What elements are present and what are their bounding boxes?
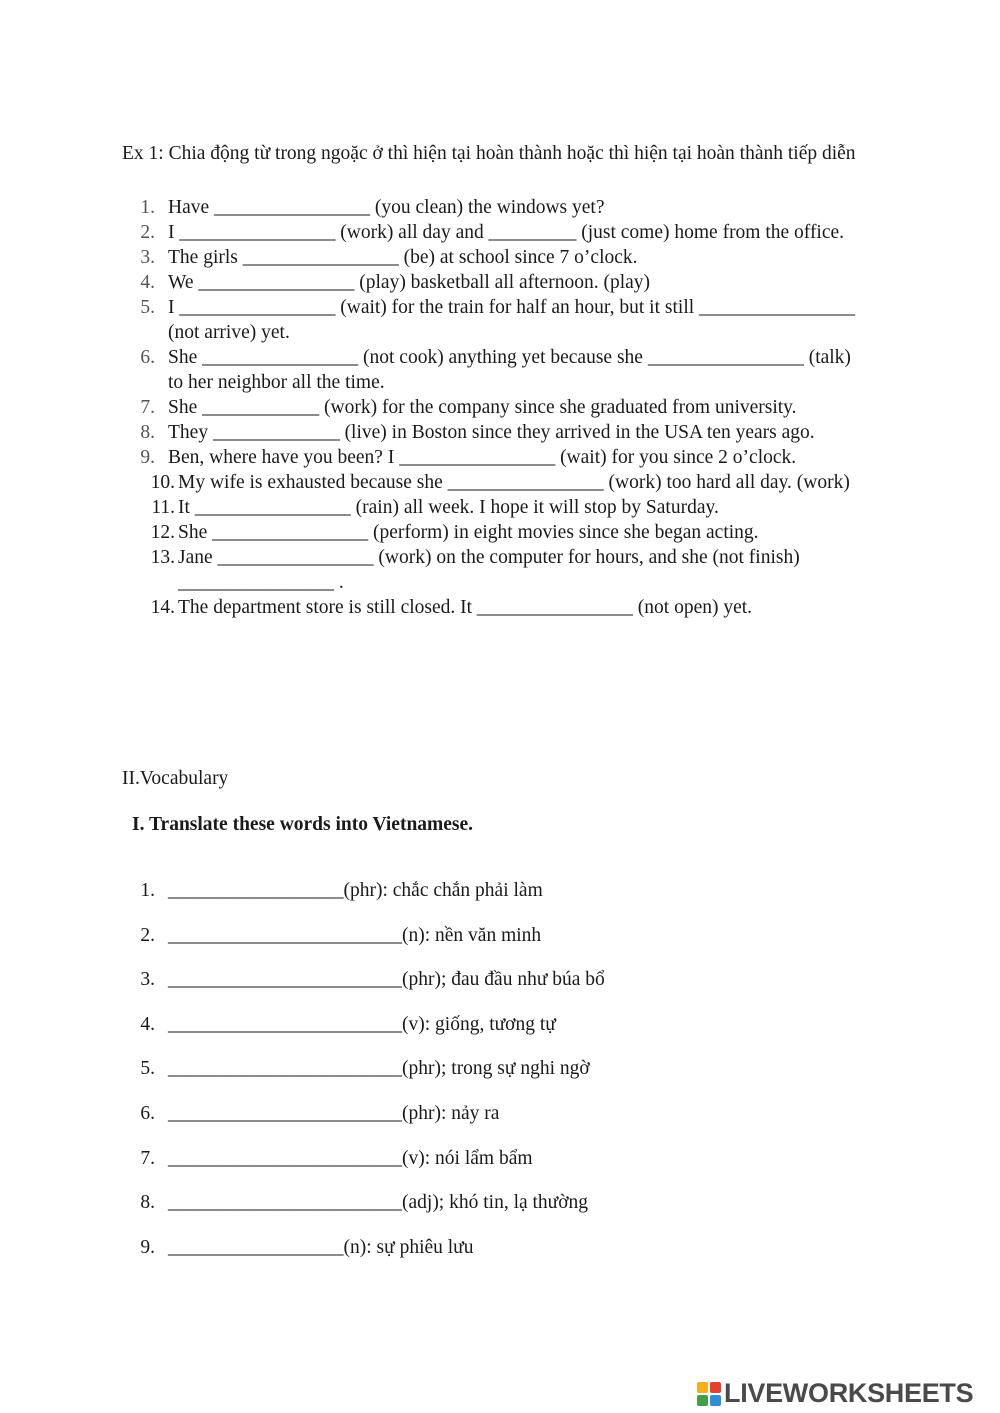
item-text: ________________________(n): nền văn minh [168, 924, 542, 946]
vocabulary-list [0, 878, 1000, 1279]
list-item [0, 1146, 1000, 1191]
item-number: 9. [140, 447, 155, 468]
item-text: Ben, where have you been? I ________________ (wait) for you since 2 o’clock. [168, 447, 797, 468]
item-text: __________________(phr): chắc chắn phải làm [168, 880, 543, 901]
item-number: 13. [150, 547, 175, 568]
item-text: The girls ________________ (be) at school since 7 o’clock. [168, 247, 638, 268]
item-text: ________________________(adj); khó tin, lạ thường [168, 1192, 589, 1214]
item-text: ________________________(v): giống, tương tự [168, 1013, 556, 1035]
list-item [0, 545, 1000, 595]
item-text: I ________________ (wait) for the train for half an hour, but it still ________________ (not arrive) yet. [168, 297, 856, 343]
item-number: 5. [140, 1058, 155, 1080]
list-item [0, 878, 1000, 923]
list-item [0, 220, 1000, 245]
list-item [0, 295, 1000, 345]
liveworksheets-logo [697, 1378, 973, 1409]
list-item [0, 595, 1000, 620]
list-item [0, 470, 1000, 495]
exercise-1-list [0, 195, 1000, 620]
exercise-1-title: Ex 1: Chia động từ trong ngoặc ở thì hiện tại hoàn thành hoặc thì hiện tại hoàn thành tiếp diễn [122, 143, 856, 164]
item-number: 1. [140, 197, 155, 218]
list-item [0, 495, 1000, 520]
item-text: ________________________(phr); đau đầu như búa bổ [168, 969, 605, 991]
list-item [0, 345, 1000, 395]
item-text: __________________(n): sự phiêu lưu [168, 1236, 474, 1258]
list-item [0, 1101, 1000, 1146]
item-number: 8. [140, 1192, 155, 1214]
list-item [0, 1190, 1000, 1235]
item-number: 3. [140, 969, 155, 991]
list-item [0, 1012, 1000, 1057]
item-text: It ________________ (rain) all week. I hope it will stop by Saturday. [178, 497, 719, 518]
liveworksheets-logo-icon [697, 1382, 721, 1406]
list-item [0, 967, 1000, 1012]
item-text: ________________________(phr): nảy ra [168, 1102, 500, 1124]
item-text: The department store is still closed. It ________________ (not open) yet. [178, 597, 753, 618]
item-number: 11. [151, 497, 175, 518]
list-item [0, 1235, 1000, 1280]
list-item [0, 1056, 1000, 1101]
item-number: 9. [140, 1236, 155, 1258]
liveworksheets-wordmark: LIVEWORKSHEETS [724, 1378, 974, 1408]
item-number: 6. [140, 1102, 155, 1124]
item-text: ________________________(v): nói lẩm bẩm [168, 1147, 533, 1169]
item-text: Jane ________________ (work) on the computer for hours, and she (not finish) ________________ . [178, 547, 800, 593]
list-item [0, 520, 1000, 545]
item-text: I ________________ (work) all day and _________ (just come) home from the office. [168, 222, 845, 243]
translate-heading: I. Translate these words into Vietnamese. [132, 814, 474, 835]
list-item [0, 445, 1000, 470]
logo-square-blue [710, 1395, 721, 1406]
item-text: We ________________ (play) basketball all afternoon. (play) [168, 272, 651, 293]
item-number: 2. [140, 924, 155, 946]
section-2-heading: II.Vocabulary [122, 768, 229, 789]
item-text: She ________________ (not cook) anything yet because she ________________ (talk) to her neighbor all the time. [168, 347, 851, 393]
item-number: 6. [140, 347, 155, 368]
list-item [0, 923, 1000, 968]
logo-square-green [697, 1395, 708, 1406]
item-number: 7. [140, 397, 155, 418]
item-number: 4. [140, 1013, 155, 1035]
logo-square-red [710, 1382, 721, 1393]
item-text: ________________________(phr); trong sự nghi ngờ [168, 1058, 590, 1080]
item-text: My wife is exhausted because she ________________ (work) too hard all day. (work) [178, 472, 850, 493]
item-number: 12. [150, 522, 175, 543]
list-item [0, 195, 1000, 220]
list-item [0, 420, 1000, 445]
item-number: 14. [150, 597, 175, 618]
item-number: 4. [140, 272, 155, 293]
list-item [0, 270, 1000, 295]
item-number: 2. [140, 222, 155, 243]
item-number: 3. [140, 247, 155, 268]
item-number: 1. [140, 880, 155, 901]
list-item [0, 245, 1000, 270]
item-number: 10. [150, 472, 175, 493]
item-text: She ________________ (perform) in eight movies since she began acting. [178, 522, 759, 543]
list-item [0, 395, 1000, 420]
logo-square-yellow [697, 1382, 708, 1393]
item-text: Have ________________ (you clean) the windows yet? [168, 197, 605, 218]
item-number: 8. [140, 422, 155, 443]
item-text: They _____________ (live) in Boston since they arrived in the USA ten years ago. [168, 422, 815, 443]
item-number: 5. [140, 297, 155, 318]
item-text: She ____________ (work) for the company since she graduated from university. [168, 397, 797, 418]
item-number: 7. [140, 1147, 155, 1169]
